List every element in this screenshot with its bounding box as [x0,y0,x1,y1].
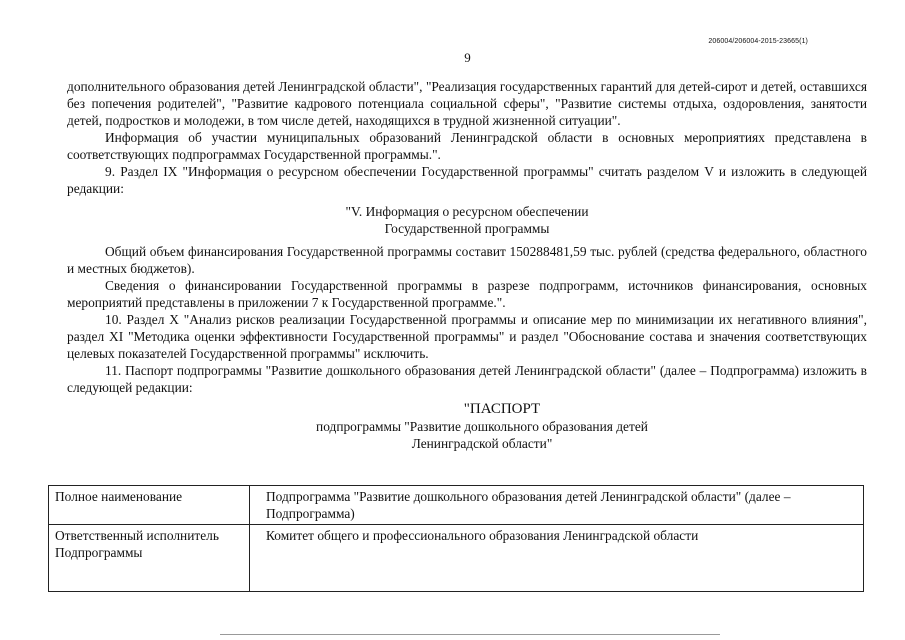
paragraph-total-funding: Общий объем финансирования Государственной программы составит 150288481,59 тыс. рублей (средства федерального, областного и местных бюджетов). [67,244,867,276]
page-number: 9 [464,50,471,65]
table-cell-label: Ответственный исполнитель Подпрограммы [49,525,250,592]
paragraph-item-9: 9. Раздел IX "Информация о ресурсном обеспечении Государственной программы" считать разделом V и изложить в следующей редакции: [67,164,867,196]
table-row [49,525,864,592]
table-cell-label: Полное наименование [49,486,250,525]
section-heading-line2: Государственной программы [384,221,550,236]
table-row [49,486,864,525]
paragraph-continuation: дополнительного образования детей Ленинградской области", "Реализация государственных гарантий для детей-сирот и детей, оставшихся без попечения родителей", "Развитие кадрового потенциала социальной сферы", "Развитие системы отдыха, оздоровления, занятости детей, подростков и молодежи, в том числе детей, находящихся в трудной жизненной ситуации". [67,79,867,128]
table-cell-value: Комитет общего и профессионального образования Ленинградской области [250,525,864,592]
pasport-title: "ПАСПОРТ [463,401,541,417]
section-heading [67,203,867,237]
paragraph-item-11: 11. Паспорт подпрограммы "Развитие дошкольного образования детей Ленинградской области" (далее – Подпрограмма) изложить в следующей редакции: [67,363,867,395]
paragraph-item-10: 10. Раздел X "Анализ рисков реализации Государственной программы и описание мер по минимизации их негативного влияния", раздел XI "Методика оценки эффективности Государственной программы" и раздел "Обоснование состава и значения соответствующих целевых показателей Государственной программы" исключить. [67,312,867,361]
paragraph-funding-details: Сведения о финансировании Государственной программы в разрезе подпрограмм, источников финансирования, основных мероприятий представлены в приложении 7 к Государственной программе.". [67,278,867,310]
section-heading-line1: "V. Информация о ресурсном обеспечении [345,204,589,219]
pasport-subtitle-line1: подпрограммы "Развитие дошкольного образования детей [316,419,648,434]
pasport-table [48,485,864,592]
document-body [67,78,867,452]
pasport-subtitle-line2: Ленинградской области" [411,436,553,451]
paragraph-municipal-info: Информация об участии муниципальных образований Ленинградской области в основных мероприятиях представлена в соответствующих подпрограммах Государственной программы.". [67,130,867,162]
document-code: 206004/206004-2015-23665(1) [708,38,808,45]
scan-edge-divider [220,634,720,635]
table-cell-value: Подпрограмма "Развитие дошкольного образования детей Ленинградской области" (далее – Подпрограмма) [250,486,864,525]
